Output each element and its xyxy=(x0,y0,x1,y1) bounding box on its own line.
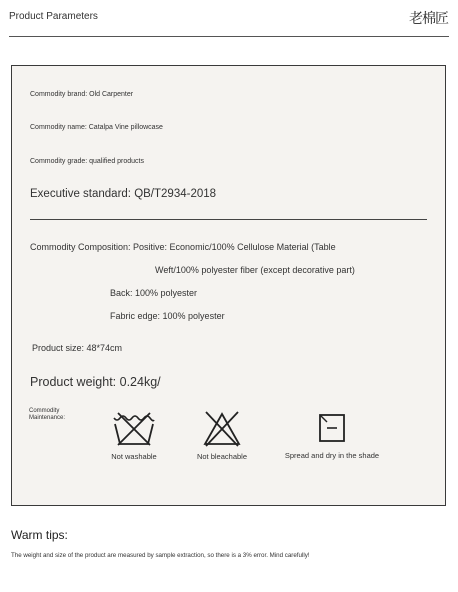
care-item-shade-dry xyxy=(282,412,382,460)
composition-text-1: Commodity Composition: Positive: Economic/100% Cellulose Material (Table xyxy=(30,242,336,252)
header-divider xyxy=(9,36,449,37)
composition-text-2: Weft/100% polyester fiber (except decorative part) xyxy=(155,265,355,275)
maintenance-label-line2: Maintenance: xyxy=(29,415,66,421)
shade-dry-label: Spread and dry in the shade xyxy=(284,451,380,460)
no-bleach-icon xyxy=(202,411,242,447)
size-text: Product size: 48*74cm xyxy=(32,343,123,353)
tips-text: The weight and size of the product are measured by sample extraction, so there is a 3% error. Mind carefully! xyxy=(11,552,310,559)
weight-text: Product weight: 0.24kg/ xyxy=(30,375,161,389)
name-text: Commodity name: Catalpa Vine pillowcase xyxy=(30,124,163,131)
no-wash-icon xyxy=(111,411,157,447)
no-wash-label: Not washable xyxy=(111,452,157,461)
section-divider xyxy=(30,219,427,220)
no-bleach-label: Not bleachable xyxy=(196,452,248,461)
standard-text: Executive standard: QB/T2934-2018 xyxy=(30,188,217,200)
brand-text: Commodity brand: Old Carpenter xyxy=(30,91,134,98)
parameters-panel xyxy=(11,65,446,506)
grade-text: Commodity grade: qualified products xyxy=(30,158,145,165)
fabric-edge-text: Fabric edge: 100% polyester xyxy=(110,311,225,321)
maintenance-label xyxy=(29,408,65,422)
page-title: Product Parameters xyxy=(9,11,98,22)
care-item-no-wash xyxy=(84,411,184,461)
header xyxy=(0,0,458,40)
maintenance-label-line1: Commodity xyxy=(29,408,60,414)
brand-logo: 老棉匠 xyxy=(409,11,448,27)
back-text: Back: 100% polyester xyxy=(110,288,198,298)
care-item-no-bleach xyxy=(172,411,272,461)
tips-title: Warm tips: xyxy=(11,528,68,542)
shade-dry-icon xyxy=(317,412,347,446)
